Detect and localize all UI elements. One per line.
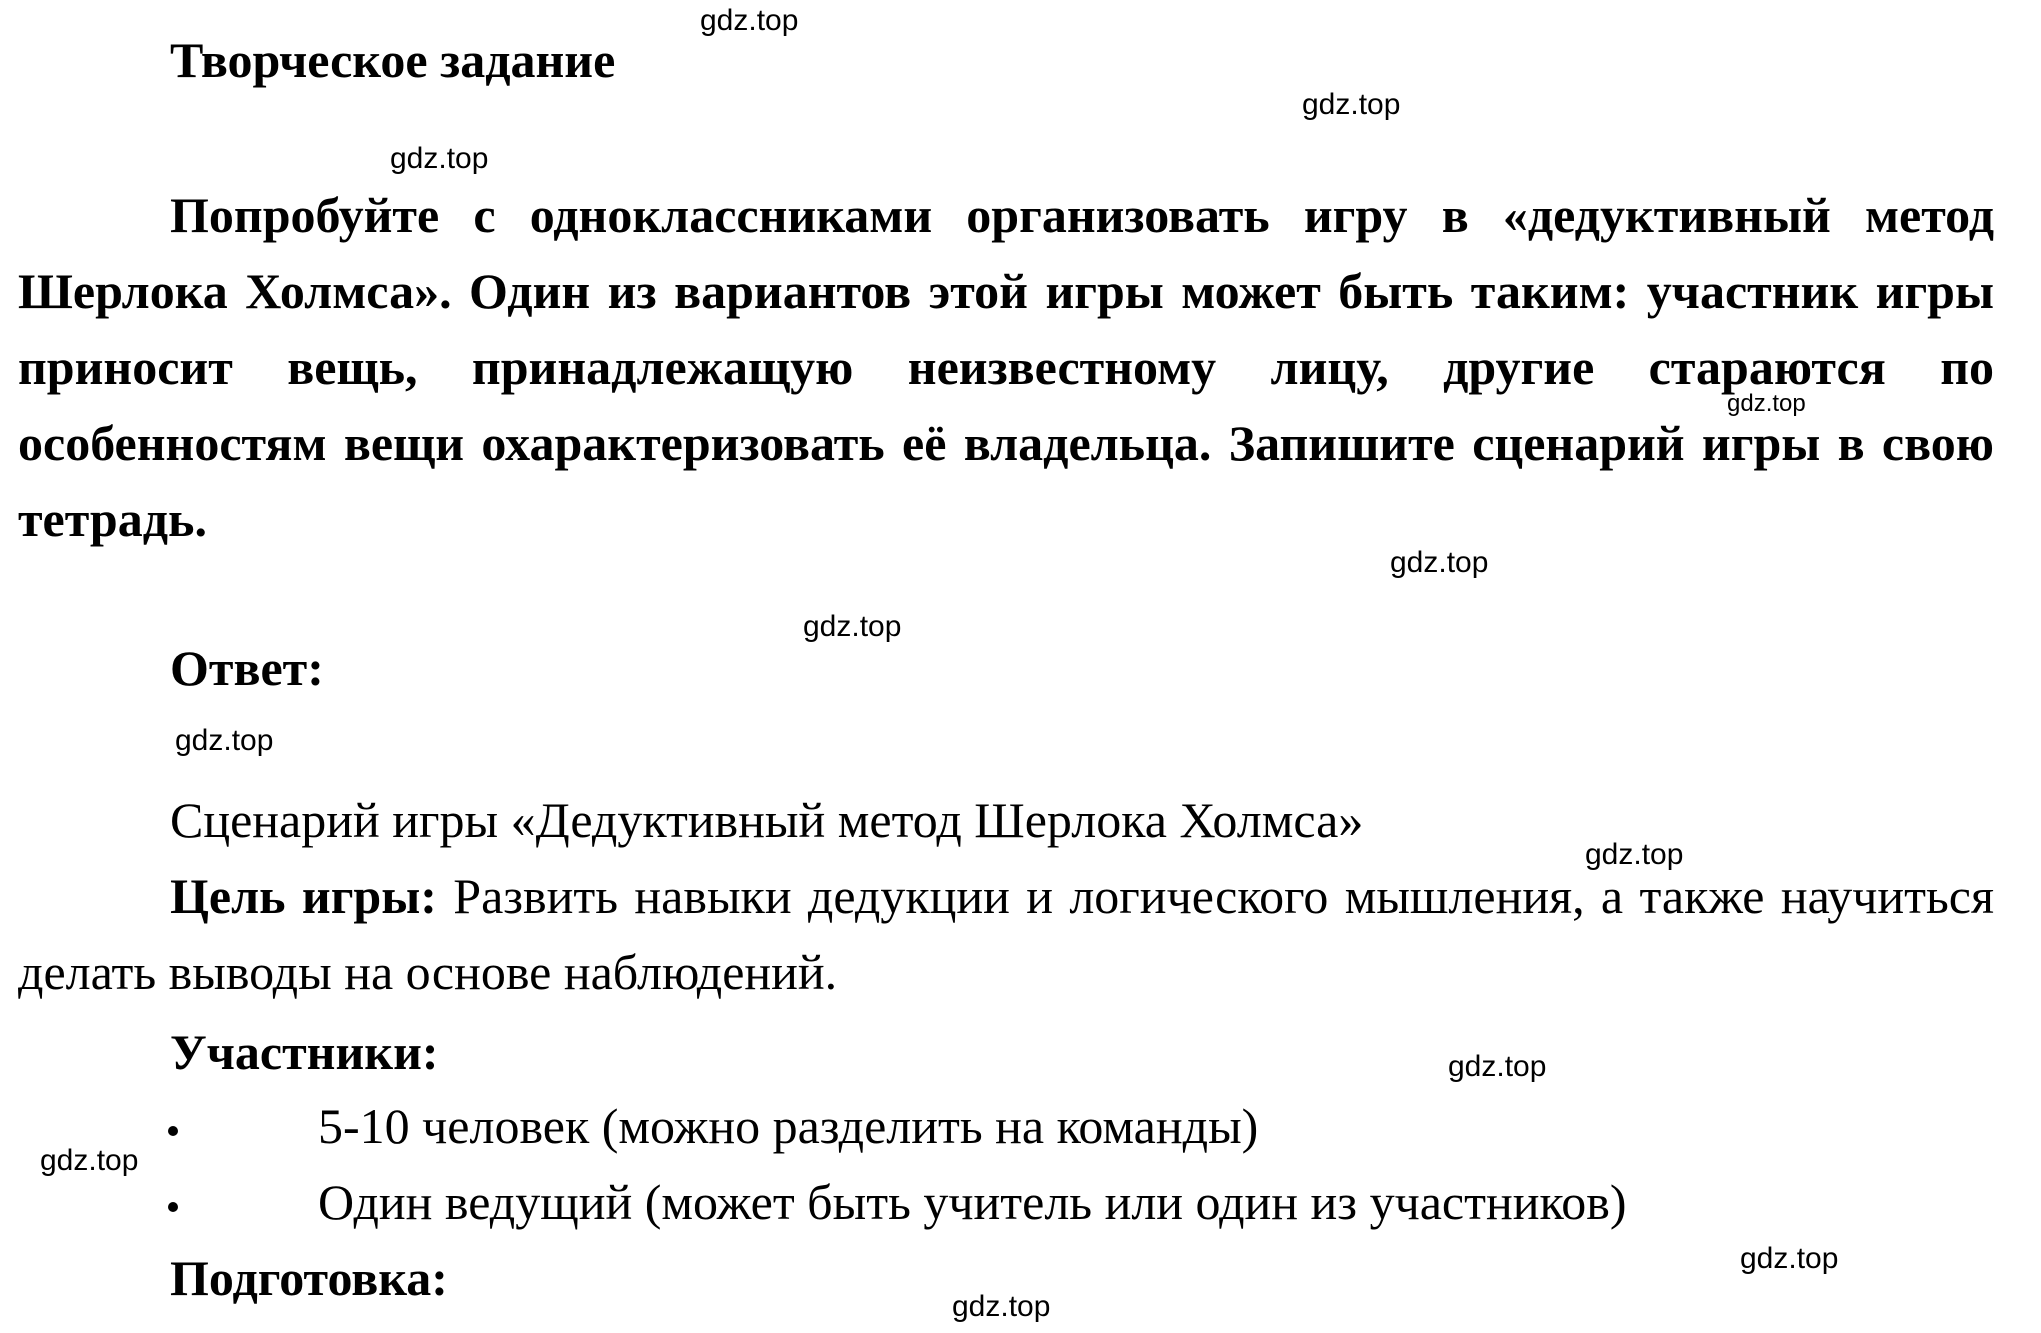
participant-item: 5-10 человек (можно разделить на команды) (318, 1098, 1259, 1154)
watermark: gdz.top (1740, 1242, 1839, 1275)
goal-label: Цель игры: (170, 868, 437, 924)
watermark: gdz.top (952, 1290, 1051, 1323)
watermark: gdz.top (390, 142, 489, 175)
watermark: gdz.top (1448, 1050, 1547, 1083)
watermark: gdz.top (1727, 390, 1806, 417)
watermark: gdz.top (40, 1144, 139, 1177)
watermark: gdz.top (1390, 546, 1489, 579)
goal-paragraph (18, 858, 1994, 1010)
bullet-dot (168, 1126, 178, 1136)
task-text: Попробуйте с одноклассниками организовать игру в «дедуктивный метод Шерлока Холмса». Один из вариантов этой игры может быть таким: участник игры приносит вещь, принадлежащую неизвестному лицу, другие стараются по особенностям вещи охарактеризовать её владельца. Запишите сценарий игры в свою тетрадь. (18, 187, 1994, 547)
preparation-label: Подготовка: (170, 1250, 448, 1306)
watermark: gdz.top (700, 4, 799, 37)
watermark: gdz.top (175, 724, 274, 757)
task-title: Творческое задание (170, 32, 616, 88)
bullet-dot (168, 1202, 178, 1212)
answer-label: Ответ: (170, 640, 324, 696)
participant-item: Один ведущий (может быть учитель или один из участников) (318, 1174, 1627, 1230)
participants-label: Участники: (170, 1024, 439, 1080)
goal-text: Развить навыки дедукции и логического мышления, а также научиться делать выводы на основе наблюдений. (18, 868, 1994, 1000)
watermark: gdz.top (1585, 838, 1684, 871)
scenario-title: Сценарий игры «Дедуктивный метод Шерлока Холмса» (170, 792, 1364, 848)
watermark: gdz.top (803, 610, 902, 643)
watermark: gdz.top (1302, 88, 1401, 121)
